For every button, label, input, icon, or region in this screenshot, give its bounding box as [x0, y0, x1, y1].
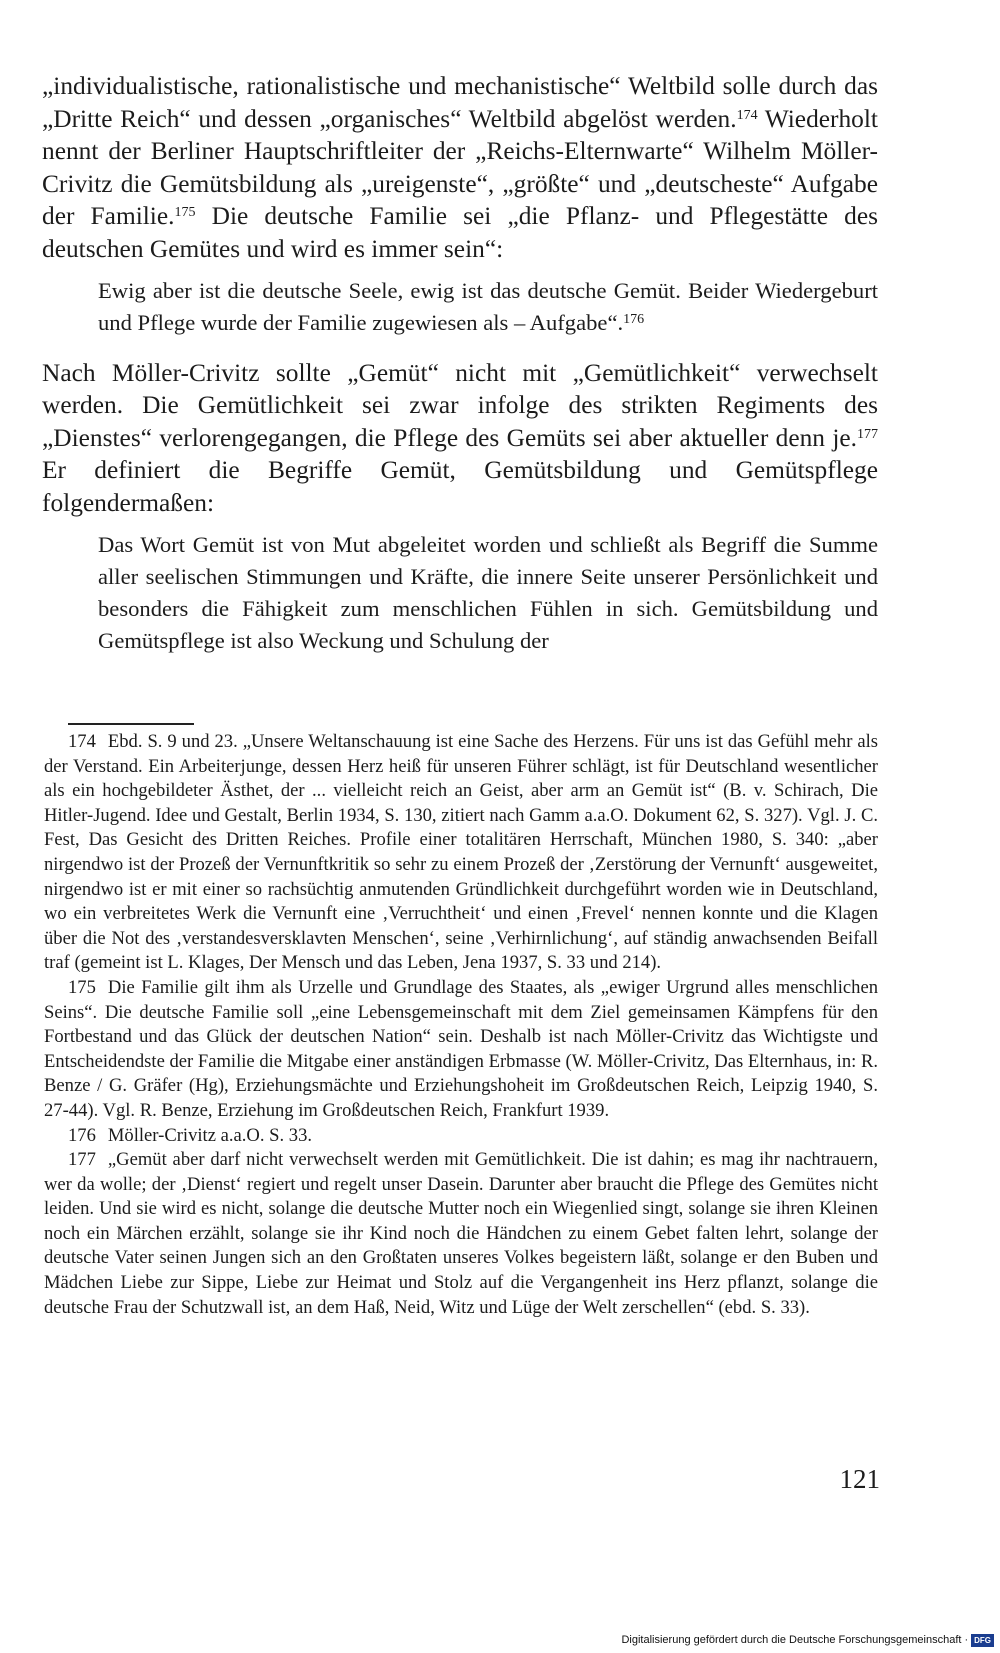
paragraph-2-text-a: Nach Möller-Crivitz sollte „Gemüt“ nicht mit „Gemütlichkeit“ verwechselt werden. Die Gemütlichkeit sei zwar infolge des strikten Regiments des „Dienstes“ verlorengegangen, die Pflege des Gemüts sei aber aktueller denn je.	[42, 358, 878, 452]
paragraph-1-text-a: „individualistische, rationalistische und mechanistische“ Weltbild solle durch das „Dritte Reich“ und dessen „organisches“ Weltbild abgelöst werden.	[42, 72, 878, 133]
dfg-logo-icon: DFG	[971, 1634, 994, 1647]
paragraph-1-text-c: Die deutsche Familie sei „die Pflanz- und Pflegestätte des deutschen Gemütes und wird es immer sein“:	[42, 202, 878, 263]
credit-text: Digitalisierung gefördert durch die Deutsche Forschungsgemeinschaft	[621, 1634, 962, 1646]
block-quote-1-text: Ewig aber ist die deutsche Seele, ewig ist das deutsche Gemüt. Beider Wiedergeburt und Pflege wurde der Familie zugewiesen als – Aufgabe“.	[98, 277, 878, 335]
footnote-ref-175[interactable]: 175	[174, 205, 196, 221]
page-number: 121	[839, 1464, 880, 1494]
paragraph-2-text-b: Er definiert die Begriffe Gemüt, Gemütsbildung und Gemütspflege folgendermaßen:	[42, 456, 878, 517]
footnote-text: Die Familie gilt ihm als Urzelle und Grundlage des Staates, als „ewiger Urgrund alles menschlichen Seins“. Die deutsche Familie soll „eine Lebensgemeinschaft mit dem Ziel gemeinsamen Kämpfens für den Fortbestand und das Glück der deutschen Nation“ sein. Deshalb ist nach Möller-Crivitz das Wichtigste und Entscheidendste der Familie die Mitgabe einer anständigen Erbmasse (W. Möller-Crivitz, Das Elternhaus, in: R. Benze / G. Gräfer (Hg), Erziehungsmächte und Erziehungshoheit im Großdeutschen Reich, Leipzig 1940, S. 27-44). Vgl. R. Benze, Erziehung im Großdeutschen Reich, Frankfurt 1939.	[44, 976, 878, 1121]
footnote-ref-174[interactable]: 174	[736, 107, 758, 123]
footnote-number: 177	[68, 1149, 96, 1171]
footnote-text: „Gemüt aber darf nicht verwechselt werden mit Gemütlichkeit. Die ist dahin; es mag ihr nachtrauern, wer da wolle; der ‚Dienst‘ regiert und regelt unser Dasein. Darunter aber braucht die Pflege des Gemütes nicht leiden. Und sie wird es nicht, solange die deutsche Mutter noch ein Wiegenlied singt, solange sie ihren Kleinen noch ein Märchen erzählt, solange sie ihr Kind noch die Händchen zu einem Gebet falten lehrt, solange der deutsche Vater seinen Jungen sich an den Großtaten unseres Volkes begeistern läßt, solange er den Buben und Mädchen Liebe zur Sippe, Liebe zur Heimat und Stolz auf die Vergangenheit ins Herz pflanzt, solange die deutsche Frau der Schutzwall ist, an dem Haß, Neid, Witz und Lüge der Welt zerschellen“ (ebd. S. 33).	[44, 1149, 878, 1318]
footnote-number: 174	[68, 731, 96, 752]
digitization-credit: Digitalisierung gefördert durch die Deutsche Forschungsgemeinschaft · DFG	[621, 1632, 994, 1648]
paragraph-1	[42, 70, 878, 266]
block-quote-1	[98, 275, 878, 339]
paragraph-2	[42, 357, 878, 520]
footnote-177	[44, 1148, 878, 1320]
paragraph-1-text-b: Wiederholt nennt der Berliner Hauptschriftleiter der „Reichs-Elternwarte“ Wilhelm Möller-Crivitz die Gemütsbildung als „ureigenste“, „größte“ und „deutscheste“ Aufgabe der Familie.	[42, 104, 878, 231]
footnote-174	[44, 730, 878, 976]
footnote-number: 176	[68, 1124, 96, 1146]
footnote-ref-176[interactable]: 176	[623, 311, 645, 327]
footnote-175	[44, 976, 878, 1124]
body-text	[42, 70, 878, 657]
block-quote-2	[98, 529, 878, 657]
footnote-ref-177[interactable]: 177	[857, 426, 878, 442]
footnote-number: 175	[68, 976, 96, 998]
footnote-text: Ebd. S. 9 und 23. „Unsere Weltanschauung ist eine Sache des Herzens. Für uns ist das Gefühl mehr als der Verstand. Ein Arbeiterjunge, dessen Herz heiß für unseren Führer schlägt, ist für Deutschland wesentlicher als ein hochgebildeter Ästhet, der ... vielleicht reich an Geist, aber arm an Gemüt ist“ (B. v. Schirach, Die Hitler-Jugend. Idee und Gestalt, Berlin 1934, S. 130, zitiert nach Gamm a.a.O. Dokument 62, S. 327). Vgl. J. C. Fest, Das Gesicht des Dritten Reiches. Profile einer totalitären Herrschaft, München 1980, S. 340: „aber nirgendwo ist der Prozeß der Vernunftkritik so sehr zu einem Prozeß der ‚Zerstörung der Vernunft‘ ausgeweitet, nirgendwo ist er mit einer so rachsüchtig anmutenden Gründlichkeit durchgeführt worden wie in Deutschland, wo ein verbreitetes Werk die Vernunft eine ‚Verruchtheit‘ und einen ‚Frevel‘ nennen konnte und die Klagen über die Not des ‚verstandesversklavten Menschen‘, seine ‚Verhirnlichung‘, auf ständig anwachsenden Beifall traf (gemeint ist L. Klages, Der Mensch und das Leben, Jena 1937, S. 33 und 214).	[44, 731, 878, 974]
footnote-176	[44, 1124, 878, 1149]
block-quote-2-text: Das Wort Gemüt ist von Mut abgeleitet worden und schließt als Begriff die Summe aller seelischen Stimmungen und Kräfte, die innere Seite unserer Persönlichkeit und besonders die Fähigkeit zum menschlichen Fühlen in sich. Gemütsbildung und Gemütspflege ist also Weckung und Schulung der	[98, 531, 878, 653]
footnote-separator	[68, 723, 194, 725]
footnote-text: Möller-Crivitz a.a.O. S. 33.	[107, 1124, 313, 1146]
footnotes	[44, 730, 878, 1320]
